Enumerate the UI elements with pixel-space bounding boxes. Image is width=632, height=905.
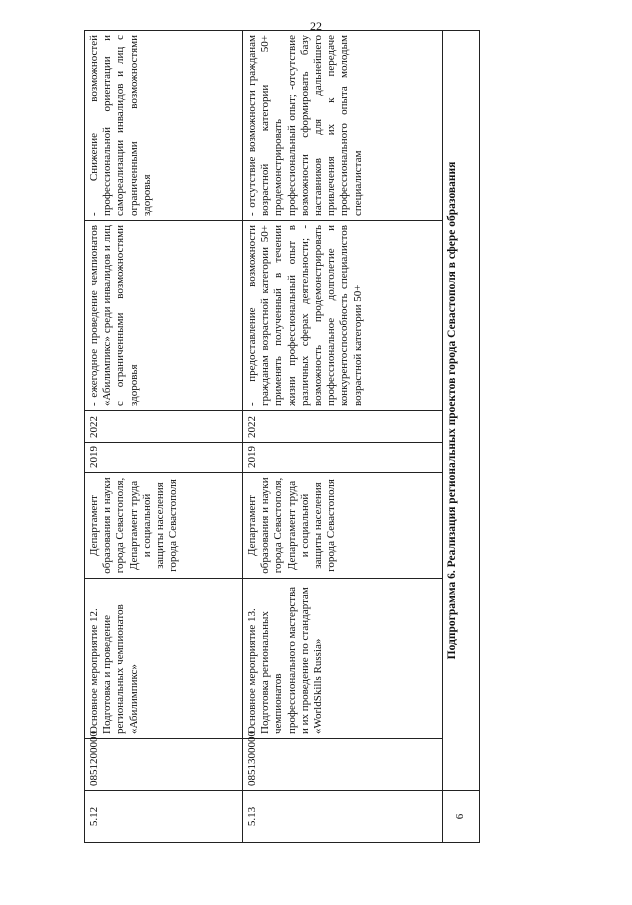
row-start-year: 2019 bbox=[243, 443, 443, 473]
row-executor: Департамент образования и науки города Севастополя, Департамент труда и социальной защиты населения города Севастополя bbox=[85, 473, 243, 579]
row-expected-result: - ежегодное проведение чемпионатов «Абилимпикс» среди инвалидов и лиц с ограниченными возможностями здоровья bbox=[85, 221, 243, 411]
row-start-year: 2019 bbox=[85, 443, 243, 473]
row-end-year: 2022 bbox=[85, 411, 243, 443]
row-code: 0851200000 bbox=[85, 739, 243, 791]
table-row bbox=[85, 31, 243, 843]
row-end-year: 2022 bbox=[243, 411, 443, 443]
row-measure-name: Основное мероприятие 13. Подготовка региональных чемпионатов профессионального мастерства и их проведение по стандартам «WorldSkills Russia» bbox=[243, 579, 443, 739]
row-code: 0851300000 bbox=[243, 739, 443, 791]
subprogram-number: 6 bbox=[443, 791, 480, 843]
row-expected-result: - предоставление возможности гражданам возрастной категории 50+ применять полученный в течении жизни профессиональный опыт в различных сферах деятельности; - возможность продемонстрировать профессиональное долголетие и конкурентоспособность специалистов возрастной категории 50+ bbox=[243, 221, 443, 411]
row-executor: Департамент образования и науки города Севастополя, Департамент труда и социальной защиты населения города Севастополя bbox=[243, 473, 443, 579]
row-consequence: - отсутствие возможности гражданам возрастной категории 50+ продемонстрировать профессиональный опыт; -отсутствие возможности сформировать базу наставников для дальнейшего привлечения их к передаче профессионального опыта молодым специалистам bbox=[243, 31, 443, 221]
subprogram-row bbox=[443, 31, 480, 843]
rotated-table-container bbox=[84, 31, 479, 843]
table-row bbox=[243, 31, 443, 843]
subprogram-title: Подпрограмма 6. Реализация региональных проектов города Севастополя в сфере образования bbox=[443, 31, 480, 791]
row-measure-name: Основное мероприятие 12. Подготовка и проведение региональных чемпионатов «Абилимпикс» bbox=[85, 579, 243, 739]
row-consequence: - Снижение возможностей профессиональной ориентации и самореализации инвалидов и лиц с ограниченными возможностями здоровья bbox=[85, 31, 243, 221]
row-number: 5.12 bbox=[85, 791, 243, 843]
page-number: 22 bbox=[310, 19, 322, 33]
row-number: 5.13 bbox=[243, 791, 443, 843]
measures-table bbox=[84, 30, 480, 843]
